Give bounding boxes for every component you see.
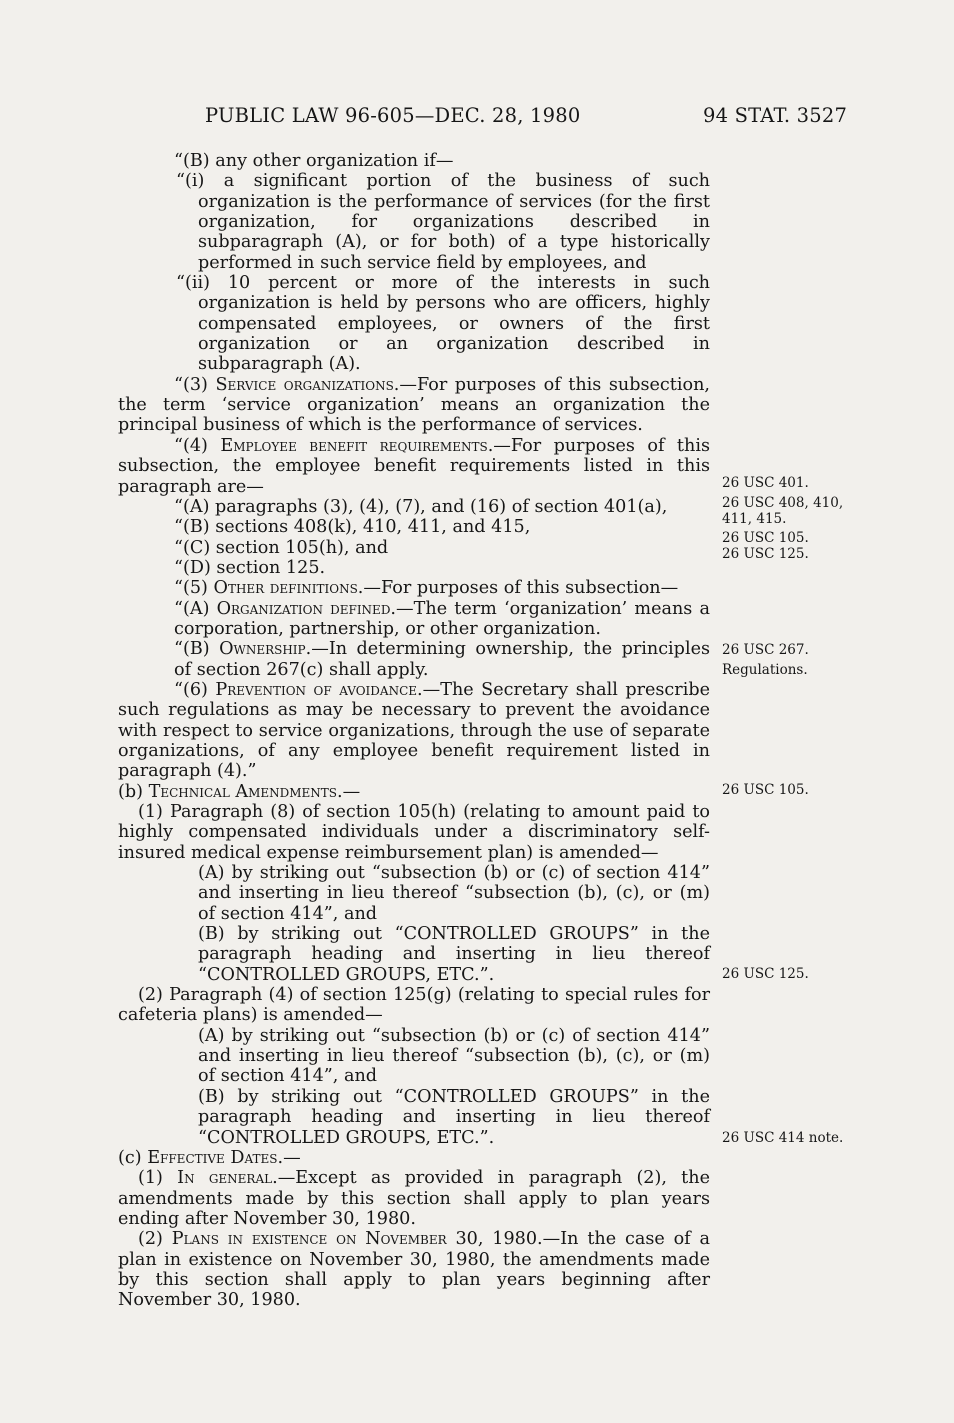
paragraph	[118, 782, 710, 802]
paragraph-text: (1) Paragraph (8) of section 105(h) (relating to amount paid to highly compensated individuals under a discriminatory self-insured medical expense reimbursement plan) is amended—	[118, 802, 710, 863]
statute-body	[118, 151, 710, 1311]
paragraph-heading: Other definitions.	[213, 578, 364, 599]
paragraph	[118, 680, 710, 782]
paragraph	[118, 375, 710, 436]
paragraph	[118, 1026, 710, 1087]
paragraph-heading: Plans in existence on November 30, 1980.	[171, 1229, 543, 1250]
paragraph	[118, 802, 710, 863]
paragraph-text: —The Secretary shall prescribe such regulations as may be necessary to prevent the avoidance with respect to service organizations, through the use of separate organizations, of any employee benefit requirement listed in paragraph (4).”	[118, 679, 710, 782]
paragraph-text: “(i) a significant portion of the business of such organization is the performance of services (for the first organization, for organizations described in subparagraph (A), or for both) of a type historically performed in such service field by employees, and	[176, 171, 710, 273]
paragraph	[118, 497, 710, 517]
paragraph	[118, 558, 710, 578]
paragraph	[118, 599, 710, 640]
paragraph	[118, 863, 710, 924]
margin-note: 26 USC 105.	[722, 530, 809, 546]
paragraph	[118, 1148, 710, 1168]
margin-note: 26 USC 125.	[722, 546, 809, 562]
paragraph-number: (2)	[138, 1229, 172, 1250]
paragraph-text: “(ii) 10 percent or more of the interests in such organization is held by persons who are officers, highly compensated employees, or owners of the first organization or an organization described in subparagraph (A).	[176, 273, 710, 375]
paragraph	[118, 578, 710, 598]
paragraph-number: “(6)	[174, 679, 216, 700]
paragraph-heading: Service organizations.	[215, 374, 400, 395]
margin-note: 26 USC 401.	[722, 475, 809, 491]
paragraph-heading: Prevention of avoidance.	[215, 679, 423, 700]
margin-note: 26 USC 414 note.	[722, 1130, 844, 1146]
paragraph	[118, 924, 710, 985]
paragraph-number: “(5)	[174, 578, 214, 599]
paragraph-text: “(B) any other organization if—	[174, 151, 454, 171]
paragraph-number: “(3)	[174, 374, 216, 395]
paragraph-text: —In determining ownership, the principles of section 267(c) shall apply.	[174, 639, 711, 680]
paragraph-text: —In the case of a plan in existence on November 30, 1980, the amendments made by this section shall apply to plan years beginning after November 30, 1980.	[118, 1229, 711, 1311]
paragraph-text: (A) by striking out “subsection (b) or (c) of section 414” and inserting in lieu thereof “subsection (b), (c), or (m) of section 414”, and	[198, 1025, 710, 1087]
paragraph-text: —The term ‘organization’ means a corporation, partnership, or other organization.	[174, 598, 710, 639]
paragraph	[118, 171, 710, 273]
paragraph-number: (b)	[118, 781, 149, 802]
running-header-page: 94 STAT. 3527	[703, 104, 848, 127]
margin-note: 26 USC 105.	[722, 782, 809, 798]
paragraph-text: —For purposes of this subsection, the term ‘service organization’ means an organization the principal business of which is the performance of services.	[118, 374, 711, 436]
paragraph	[118, 151, 710, 171]
paragraph-heading: Organization defined.	[216, 598, 397, 619]
margin-note: 26 USC 408, 410, 411, 415.	[722, 495, 844, 527]
paragraph	[118, 1087, 710, 1148]
paragraph-text: —For purposes of this subsection, the employee benefit requirements listed in this paragraph are—	[118, 435, 710, 497]
margin-note: Regulations.	[722, 662, 808, 678]
paragraph-heading: Effective Dates.	[147, 1147, 284, 1168]
paragraph	[118, 1168, 710, 1229]
paragraph-heading: Technical Amendments.	[148, 781, 343, 802]
paragraph	[118, 639, 710, 680]
paragraph-number: “(4)	[174, 435, 221, 456]
paragraph-text: (B) by striking out “CONTROLLED GROUPS” in the paragraph heading and inserting in lieu thereof “CONTROLLED GROUPS, ETC.”.	[198, 924, 710, 985]
margin-note: 26 USC 125.	[722, 966, 809, 982]
paragraph-text: (B) by striking out “CONTROLLED GROUPS” in the paragraph heading and inserting in lieu thereof “CONTROLLED GROUPS, ETC.”.	[198, 1086, 710, 1148]
paragraph-text: “(D) section 125.	[174, 557, 326, 578]
paragraph	[118, 538, 710, 558]
paragraph-text: (A) by striking out “subsection (b) or (c) of section 414” and inserting in lieu thereof “subsection (b), (c), or (m) of section 414”, and	[198, 863, 710, 924]
margin-note: 26 USC 267.	[722, 642, 809, 658]
paragraph-number: “(A)	[174, 598, 217, 619]
paragraph-text: —Except as provided in paragraph (2), the amendments made by this section shall apply to plan years ending after November 30, 1980.	[118, 1168, 710, 1229]
paragraph	[118, 436, 710, 497]
paragraph-text: “(A) paragraphs (3), (4), (7), and (16) of section 401(a),	[174, 496, 668, 517]
paragraph-text: (2) Paragraph (4) of section 125(g) (relating to special rules for cafeteria plans) is amended—	[118, 985, 710, 1026]
paragraph-heading: Ownership.	[219, 639, 312, 660]
paragraph-text: —	[283, 1147, 301, 1168]
paragraph	[118, 985, 710, 1026]
paragraph	[118, 517, 710, 537]
running-header-title: PUBLIC LAW 96-605—DEC. 28, 1980	[205, 104, 581, 127]
paragraph-text: —	[342, 781, 361, 802]
paragraph-number: (c)	[118, 1147, 148, 1168]
paragraph-heading: Employee benefit requirements.	[220, 435, 494, 456]
paragraph-number: (1)	[138, 1168, 178, 1189]
paragraph	[118, 273, 710, 375]
paragraph-text: —For purposes of this subsection—	[363, 578, 679, 599]
paragraph-text: “(B) sections 408(k), 410, 411, and 415,	[174, 517, 531, 538]
paragraph	[118, 1229, 710, 1310]
paragraph-number: “(B)	[174, 639, 220, 660]
paragraph-heading: In general.	[177, 1168, 278, 1189]
paragraph-text: “(C) section 105(h), and	[174, 537, 389, 558]
